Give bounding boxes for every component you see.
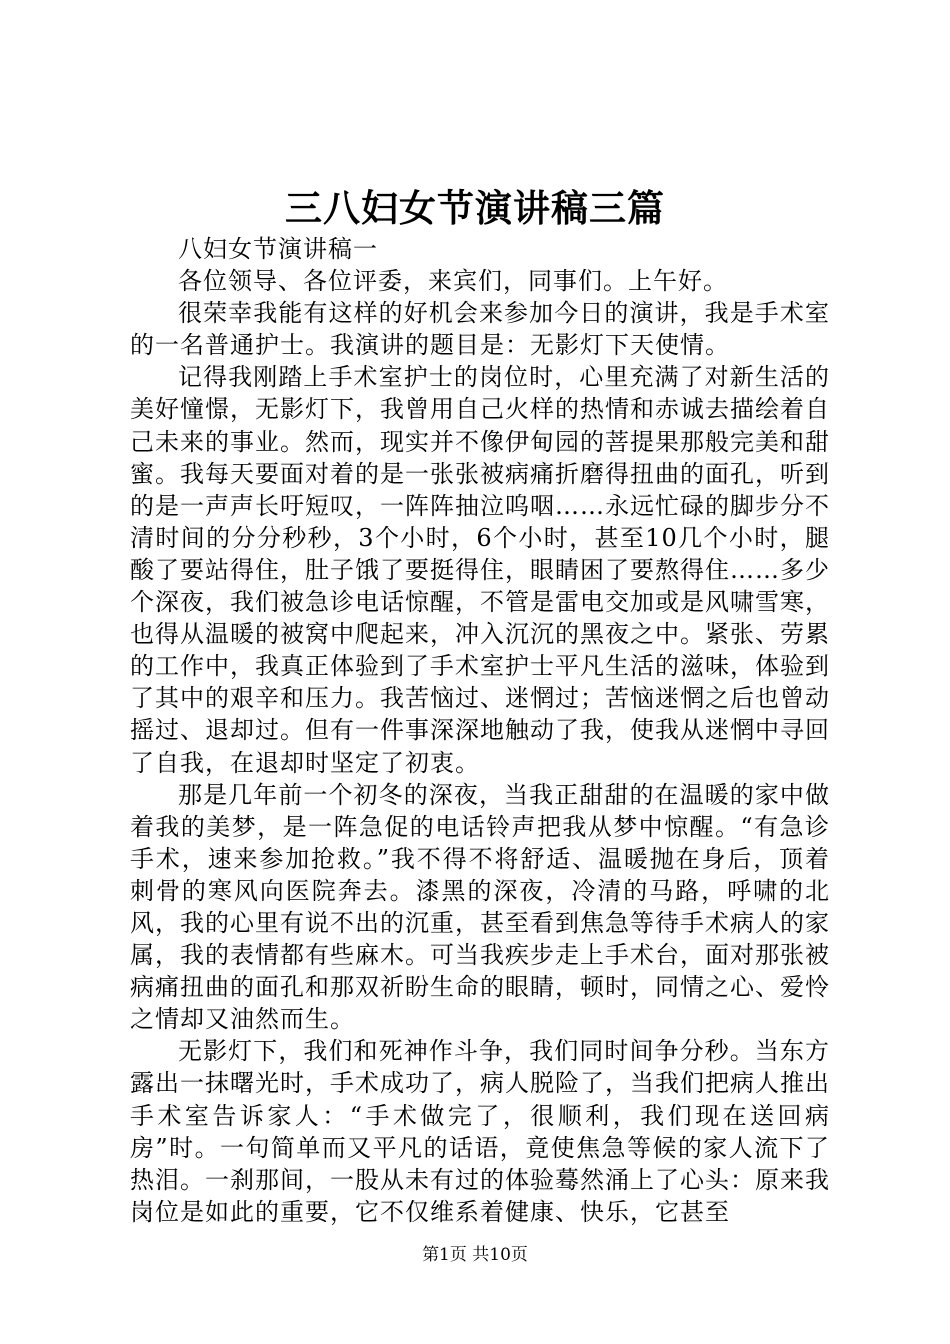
page-footer (0, 1243, 950, 1267)
document-body (130, 233, 830, 1228)
paragraph-body-2: 那是几年前一个初冬的深夜，当我正甜甜的在温暖的家中做着我的美梦，是一阵急促的电话铃声把我从梦中惊醒。“有急诊手术，速来参加抢救。”我不得不将舒适、温暖抛在身后，顶着刺骨的寒风向医院奔去。漆黑的深夜，冷清的马路，呼啸的北风，我的心里有说不出的沉重，甚至看到焦急等待手术病人的家属，我的表情都有些麻木。可当我疾步走上手术台，面对那张被病痛扭曲的面孔和那双祈盼生命的眼睛，顿时，同情之心、爱怜之情却又油然而生。 (130, 780, 830, 1034)
paragraph-subtitle: 八妇女节演讲稿一 (178, 235, 378, 263)
paragraph-body-3: 无影灯下，我们和死神作斗争，我们同时间争分秒。当东方露出一抹曙光时，手术成功了，病人脱险了，当我们把病人推出手术室告诉家人：“手术做完了，很顺利，我们现在送回病房”时。一句简单而又平凡的话语，竟使焦急等候的家人流下了热泪。一刹那间，一股从未有过的体验蓦然涌上了心头：原来我岗位是如此的重要，它不仅维系着健康、快乐，它甚至 (130, 1037, 830, 1226)
page-number: 第1页 共10页 (422, 1245, 528, 1265)
paragraph-body-1: 记得我刚踏上手术室护士的岗位时，心里充满了对新生活的美好憧憬，无影灯下，我曾用自己火样的热情和赤诚去描绘着自己未来的事业。然而，现实并不像伊甸园的菩提果那般完美和甜蜜。我每天要面对着的是一张张被病痛折磨得扭曲的面孔，听到的是一声声长吁短叹，一阵阵抽泣呜咽……永远忙碌的脚步分不清时间的分分秒秒，3个小时，6个小时，甚至10几个小时，腿酸了要站得住，肚子饿了要挺得住，眼睛困了要熬得住……多少个深夜，我们被急诊电话惊醒，不管是雷电交加或是风啸雪寒，也得从温暖的被窝中爬起来，冲入沉沉的黑夜之中。紧张、劳累的工作中，我真正体验到了手术室护士平凡生活的滋味，体验到了其中的艰辛和压力。我苦恼过、迷惘过；苦恼迷惘之后也曾动摇过、退却过。但有一件事深深地触动了我，使我从迷惘中寻回了自我，在退却时坚定了初衷。 (130, 363, 830, 777)
paragraph-intro: 很荣幸我能有这样的好机会来参加今日的演讲，我是手术室的一名普通护士。我演讲的题目是：无影灯下天使情。 (130, 299, 830, 360)
paragraph-greeting: 各位领导、各位评委，来宾们，同事们。上午好。 (178, 267, 728, 296)
document-title: 三八妇女节演讲稿三篇 (285, 186, 665, 230)
